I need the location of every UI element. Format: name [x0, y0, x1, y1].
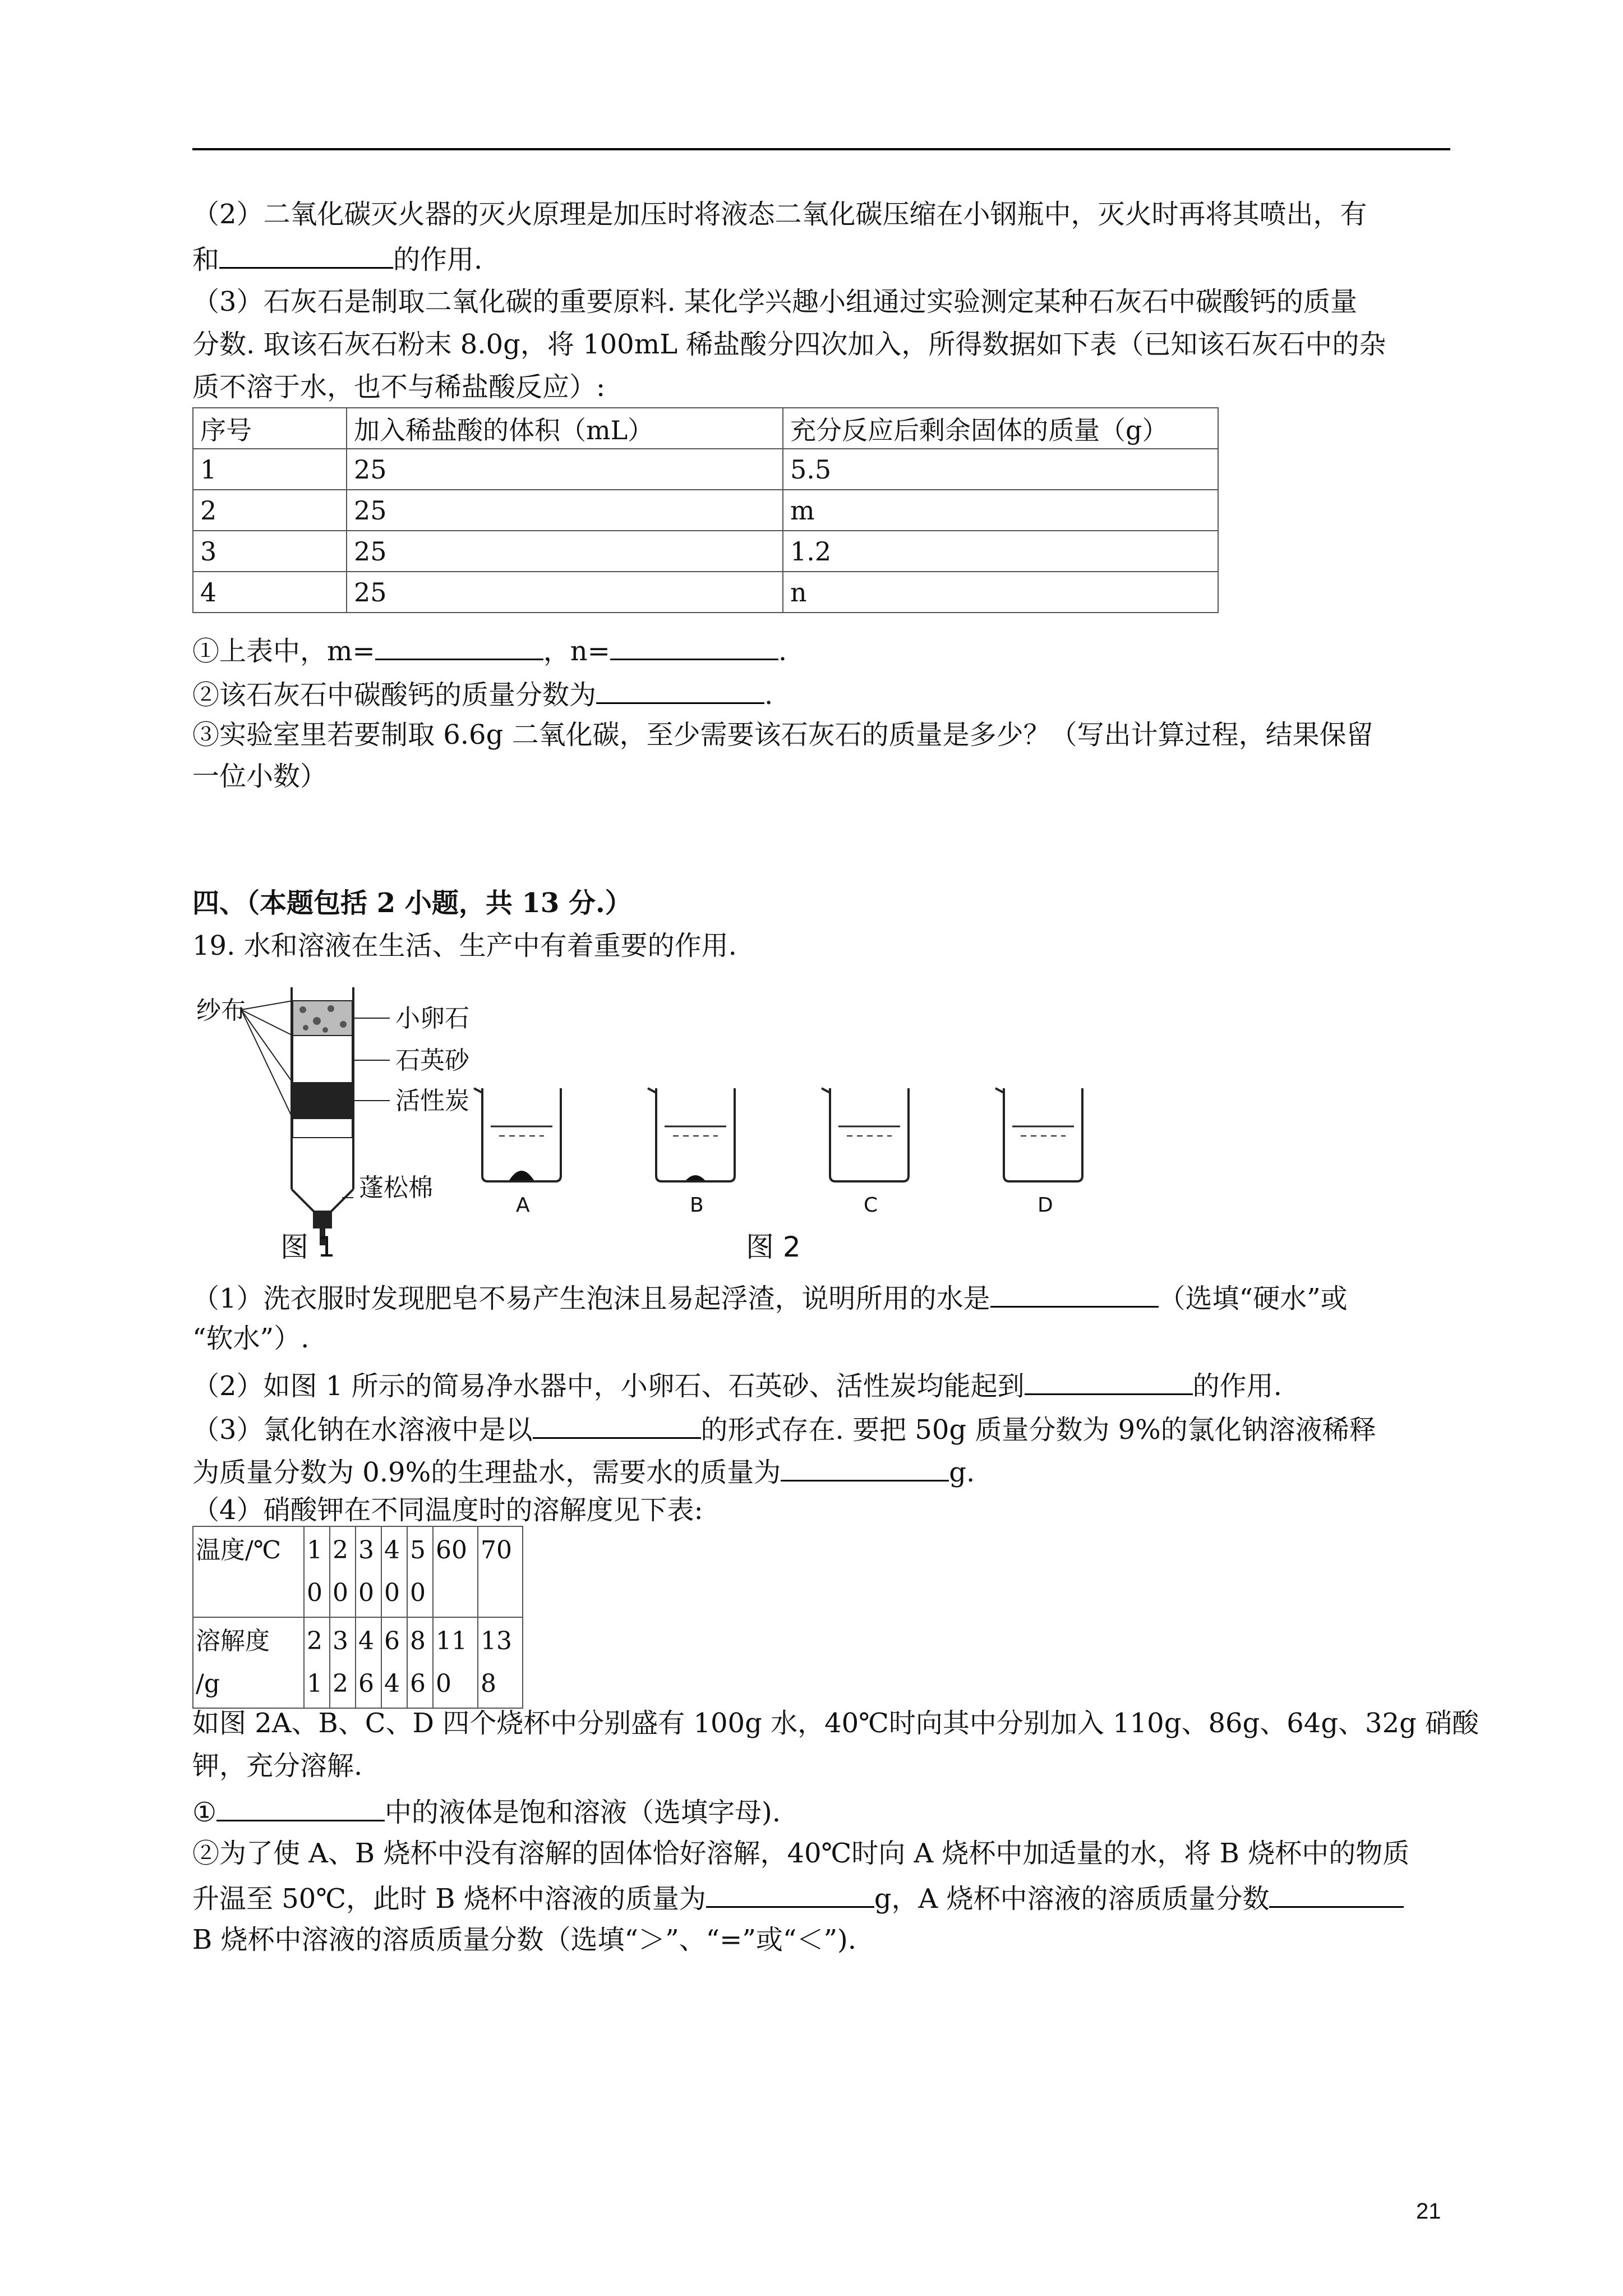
- beaker-b: [648, 1088, 735, 1217]
- s3-line2: 为质量分数为 0.9%的生理盐水，需要水的质量为 g.: [192, 1453, 975, 1489]
- table-row: [193, 572, 1218, 613]
- s1-line1: （1）洗衣服时发现肥皂不易产生泡沫且易起浮渣，说明所用的水是 （选填“硬水”或: [192, 1279, 1348, 1315]
- answer-blank[interactable]: [1269, 1879, 1404, 1908]
- q3-line2: 一位小数）: [192, 761, 328, 792]
- figure-1-caption: 图 1: [280, 1231, 335, 1263]
- page-number: 21: [1416, 2199, 1441, 2224]
- pebble-label: 小卵石: [395, 1004, 469, 1033]
- table-cell: 6 4: [381, 1617, 407, 1708]
- solubility-table: [192, 1526, 523, 1709]
- beaker-d: [995, 1088, 1082, 1217]
- table-cell: 4 0: [381, 1526, 407, 1617]
- beaker-label: C: [864, 1194, 878, 1217]
- s4-line: （4）硝酸钾在不同温度时的溶解度见下表:: [192, 1494, 703, 1526]
- s7-line1: ②为了使 A、B 烧杯中没有溶解的固体恰好溶解，40℃时向 A 烧杯中加适量的水，将 B 烧杯中的物质: [192, 1838, 1410, 1869]
- s5-line1: 如图 2A、B、C、D 四个烧杯中分别盛有 100g 水，40℃时向其中分别加入 110g、86g、64g、32g 硝酸: [192, 1708, 1479, 1739]
- answer-blank[interactable]: [706, 1879, 874, 1908]
- table-cell: 70: [478, 1526, 523, 1617]
- table-cell: 60: [433, 1526, 478, 1617]
- s5-line2: 钾，充分溶解.: [192, 1750, 363, 1782]
- undissolved-solid: [686, 1175, 705, 1180]
- beaker-label: B: [690, 1194, 704, 1217]
- s7-line2: 升温至 50℃，此时 B 烧杯中溶液的质量为 g，A 烧杯中溶液的溶质质量分数: [192, 1879, 1404, 1916]
- figure-water-filter-and-beakers: [185, 976, 1138, 1268]
- table-header-cell: 序号: [193, 408, 347, 449]
- answer-blank[interactable]: [781, 1453, 949, 1481]
- answer-blank[interactable]: [1025, 1366, 1193, 1395]
- q3-line1: ③实验室里若要制取 6.6g 二氧化碳，至少需要该石灰石的质量是多少？（写出计算过程，结果保留: [192, 719, 1373, 751]
- table-cell: 5 0: [407, 1526, 433, 1617]
- table-cell: 1 0: [304, 1526, 330, 1617]
- header-rule: [192, 148, 1450, 150]
- table-cell: 2 0: [330, 1526, 356, 1617]
- table-row: [193, 1526, 523, 1617]
- carbon-label: 活性炭: [395, 1087, 469, 1115]
- beaker-a: [474, 1088, 561, 1217]
- table-cell: 13 8: [478, 1617, 523, 1708]
- beaker-label: D: [1038, 1194, 1053, 1217]
- table-cell: 25: [347, 531, 783, 572]
- part3-line3: 质不溶于水，也不与稀盐酸反应）:: [192, 371, 606, 403]
- table-cell: 4 6: [356, 1617, 381, 1708]
- answer-blank[interactable]: [533, 1410, 701, 1439]
- table-cell: 8 6: [407, 1617, 433, 1708]
- table-cell: 25: [347, 449, 783, 490]
- table-cell: 3: [193, 531, 347, 572]
- answer-blank[interactable]: [596, 675, 764, 704]
- table-row: [193, 490, 1218, 531]
- q2-line: ②该石灰石中碳酸钙的质量分数为 .: [192, 675, 773, 712]
- table-header-cell: 溶解度 /g: [193, 1617, 304, 1708]
- section-heading: 四、（本题包括 2 小题，共 13 分.）: [192, 887, 632, 919]
- answer-blank[interactable]: [990, 1279, 1159, 1308]
- beaker-c: [822, 1088, 909, 1217]
- table-cell: 1.2: [783, 531, 1218, 572]
- quartz-layer: [293, 1036, 352, 1083]
- table-header-cell: 加入稀盐酸的体积（mL）: [347, 408, 783, 449]
- part3-line1: （3）石灰石是制取二氧化碳的重要原料. 某化学兴趣小组通过实验测定某种石灰石中碳酸钙的质量: [192, 286, 1358, 318]
- table-cell: 25: [347, 572, 783, 613]
- data-table: [192, 407, 1219, 613]
- table-header-row: [193, 408, 1218, 449]
- table-cell: 3 2: [330, 1617, 356, 1708]
- cotton-label: 蓬松棉: [359, 1174, 433, 1202]
- n-blank[interactable]: [610, 632, 778, 660]
- answer-blank[interactable]: [216, 1793, 385, 1821]
- table-cell: n: [783, 572, 1218, 613]
- quartz-label: 石英砂: [395, 1046, 469, 1075]
- answer-blank[interactable]: [219, 240, 393, 269]
- cotton-layer: [293, 1119, 352, 1138]
- s6-line: ① 中的液体是饱和溶液（选填字母).: [192, 1793, 781, 1829]
- carbon-layer: [293, 1083, 352, 1119]
- s2-line: （2）如图 1 所示的简易净水器中，小卵石、石英砂、活性炭均能起到 的作用.: [192, 1366, 1282, 1403]
- table-header-cell: 充分反应后剩余固体的质量（g）: [783, 408, 1218, 449]
- table-row: [193, 531, 1218, 572]
- table-cell: 5.5: [783, 449, 1218, 490]
- table-row: [193, 449, 1218, 490]
- table-cell: 4: [193, 572, 347, 613]
- table-cell: 25: [347, 490, 783, 531]
- table-header-cell: 温度/℃: [193, 1526, 304, 1617]
- undissolved-solid: [509, 1171, 534, 1180]
- table-cell: 2: [193, 490, 347, 531]
- s1-line2: “软水”）.: [192, 1323, 310, 1354]
- table-cell: 3 0: [356, 1526, 381, 1617]
- beaker-label: A: [516, 1194, 530, 1217]
- m-blank[interactable]: [375, 632, 543, 660]
- table-cell: 1: [193, 449, 347, 490]
- figure-2-caption: 图 2: [746, 1231, 801, 1263]
- part2-line1: （2）二氧化碳灭火器的灭火原理是加压时将液态二氧化碳压缩在小钢瓶中，灭火时再将其喷出，有: [192, 199, 1367, 230]
- table-row: [193, 1617, 523, 1708]
- part3-line2: 分数. 取该石灰石粉末 8.0g，将 100mL 稀盐酸分四次加入，所得数据如下表（已知该石灰石中的杂: [192, 329, 1386, 360]
- table-cell: 11 0: [433, 1617, 478, 1708]
- s7-line3: B 烧杯中溶液的溶质质量分数（选填“＞”、“=”或“＜”).: [192, 1924, 856, 1955]
- water-filter-diagram: [196, 987, 471, 1263]
- q1-line: ①上表中，m= ，n= .: [192, 632, 787, 668]
- gauze-label: 纱布: [196, 996, 246, 1025]
- part2-line2: 和 的作用.: [192, 240, 482, 277]
- table-cell: 2 1: [304, 1617, 330, 1708]
- question-19: 19. 水和溶液在生活、生产中有着重要的作用.: [192, 930, 737, 961]
- pebble-layer: [293, 1001, 352, 1036]
- s3-line1: （3）氯化钠在水溶液中是以 的形式存在. 要把 50g 质量分数为 9%的氯化钠溶液稀释: [192, 1410, 1376, 1447]
- table-cell: m: [783, 490, 1218, 531]
